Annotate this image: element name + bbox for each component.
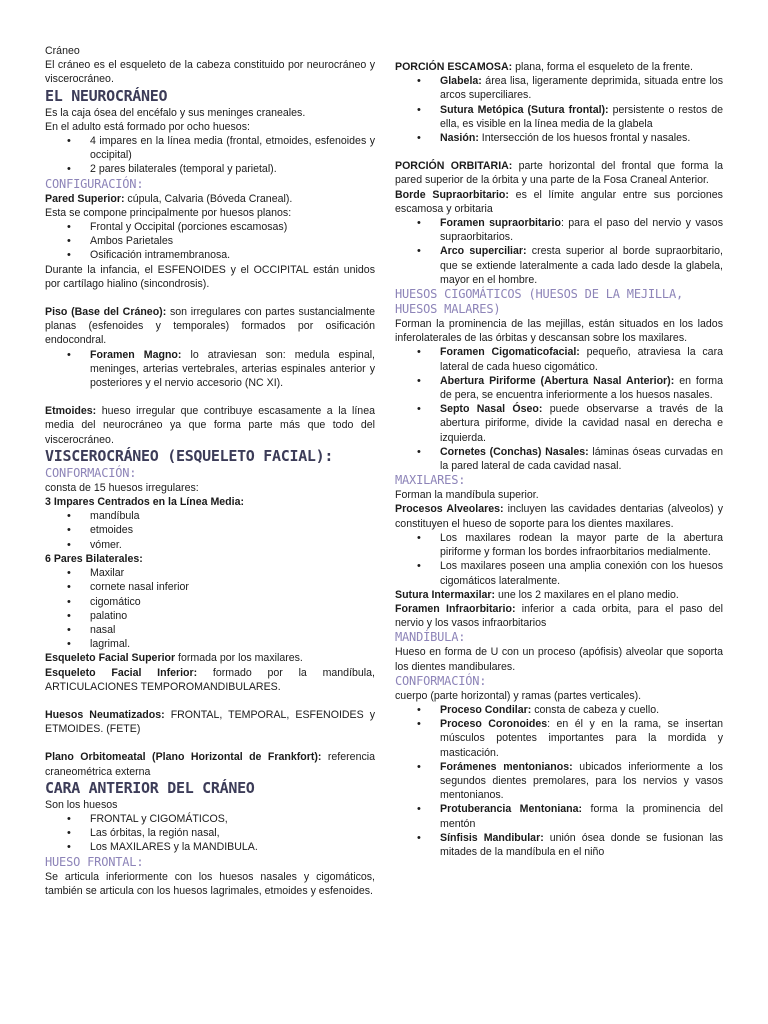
cigo-list bbox=[395, 345, 723, 473]
conf-list bbox=[395, 703, 723, 859]
list-item: • Glabela: área lisa, ligeramente deprimida, situada entre los arcos superciliares. bbox=[395, 74, 723, 102]
cigo-text: Forman la prominencia de las mejillas, están situados en los lados inferolaterales de las órbitas y descansan sobre los maxilares. bbox=[395, 318, 723, 345]
mand-text: Hueso en forma de U con un proceso (apófisis) alveolar que soporta los dientes mandibulares. bbox=[395, 646, 723, 673]
max-list bbox=[395, 531, 723, 588]
list-item: • cornete nasal inferior bbox=[45, 580, 375, 594]
list-item: • Ambos Parietales bbox=[45, 234, 375, 248]
list-item: • Maxilar bbox=[45, 566, 375, 580]
heading-conformacion-mandibula: CONFORMACIÓN: bbox=[395, 673, 487, 688]
heading-configuracion: CONFIGURACIÓN: bbox=[45, 176, 144, 191]
cara-list bbox=[45, 812, 375, 855]
list-item: • etmoides bbox=[45, 523, 375, 537]
list-item: • Las órbitas, la región nasal, bbox=[45, 826, 375, 840]
esqueleto-superior: Esqueleto Facial Superior formada por los maxilares. bbox=[45, 652, 303, 665]
list-item: • Proceso Coronoides: en él y en la rama, se insertan músculos potentes importantes para la mordida y masticación. bbox=[395, 717, 723, 760]
list-item: • Los maxilares poseen una amplia conexión con los huesos cigomáticos lateralmente. bbox=[395, 559, 723, 587]
intro-text: El cráneo es el esqueleto de la cabeza constituido por neurocráneo y viscerocráneo. bbox=[45, 59, 375, 86]
list-item: • FRONTAL y CIGOMÁTICOS, bbox=[45, 812, 375, 826]
heading-neurocraneo: EL NEUROCRÁNEO bbox=[45, 86, 168, 105]
borde-supraorbitario: Borde Supraorbitario: es el límite angular entre sus porciones escamosa y orbitaria bbox=[395, 188, 723, 215]
cara-p1: Son los huesos bbox=[45, 798, 118, 811]
config-list bbox=[45, 220, 375, 263]
porcion-escamosa: PORCIÓN ESCAMOSA: plana, forma el esqueleto de la frente. bbox=[395, 61, 693, 73]
neuro-list bbox=[45, 134, 375, 177]
list-item: • Foramen Cigomaticofacial: pequeño, atraviesa la cara lateral de cada hueso cigomático. bbox=[395, 345, 723, 373]
list-item: • Sínfisis Mandibular: unión ósea donde se fusionan las mitades de la mandíbula en el niño bbox=[395, 831, 723, 859]
pared-superior: Pared Superior: cúpula, Calvaria (Bóveda Craneal). bbox=[45, 192, 293, 205]
list-item: • Los maxilares rodean la mayor parte de la abertura piriforme y forman los bordes infraorbitarios medialmente. bbox=[395, 531, 723, 559]
list-item: • Osificación intramembranosa. bbox=[45, 248, 375, 262]
list-item: • 2 pares bilaterales (temporal y parietal). bbox=[45, 162, 375, 176]
piso-paragraph: Piso (Base del Cráneo): son irregulares con partes sustancialmente planas (esfenoides y temporales) formados por osificación endocondral. bbox=[45, 306, 375, 347]
list-item: • vómer. bbox=[45, 538, 375, 552]
neuro-p1: Es la caja ósea del encéfalo y sus meninges craneales. bbox=[45, 106, 306, 119]
intro-title: Cráneo bbox=[45, 45, 80, 57]
list-item: • Protuberancia Mentoniana: forma la prominencia del mentón bbox=[395, 802, 723, 830]
neuro-p2: En el adulto está formado por ocho huesos: bbox=[45, 120, 250, 133]
list-item: • Los MAXILARES y la MANDIBULA. bbox=[45, 840, 375, 854]
etmoides-paragraph: Etmoides: hueso irregular que contribuye escasamente a la línea media del neurocráneo ya que forma parte más que todo del viscerocráneo. bbox=[45, 405, 375, 446]
list-item: • lagrimal. bbox=[45, 637, 375, 651]
porcion-orbitaria: PORCIÓN ORBITARIA: parte horizontal del frontal que forma la pared superior de la órbita y una parte de la Fosa Craneal Anterior. bbox=[395, 160, 723, 187]
list-item: • Nasión: Intersección de los huesos frontal y nasales. bbox=[395, 131, 723, 145]
impares-label: 3 Impares Centrados en la Línea Media: bbox=[45, 496, 244, 509]
heading-cara-anterior: CARA ANTERIOR DEL CRÁNEO bbox=[45, 778, 255, 797]
impares-list bbox=[45, 509, 375, 552]
pares-list bbox=[45, 566, 375, 651]
esqueleto-inferior: Esqueleto Facial Inferior: formado por la mandíbula, ARTICULACIONES TEMPOROMANDIBULARES. bbox=[45, 666, 375, 693]
max-text: Forman la mandíbula superior. bbox=[395, 489, 539, 502]
plano-orbitomeatal: Plano Orbitomeatal (Plano Horizontal de Frankfort): referencia craneométrica externa bbox=[45, 751, 375, 778]
list-item: • Proceso Condilar: consta de cabeza y cuello. bbox=[395, 703, 723, 717]
heading-conformacion: CONFORMACIÓN: bbox=[45, 465, 137, 480]
list-item: • palatino bbox=[45, 609, 375, 623]
sutura-intermaxilar: Sutura Intermaxilar: une los 2 maxilares en el plano medio. bbox=[395, 588, 679, 601]
heading-mandibula: MANDÍBULA: bbox=[395, 630, 466, 645]
huesos-neumatizados: Huesos Neumatizados: FRONTAL, TEMPORAL, ESFENOIDES y ETMOIDES. (FETE) bbox=[45, 708, 375, 736]
heading-huesos-cigomaticos: HUESOS CIGOMÁTICOS (HUESOS DE LA MEJILLA, HUESOS MALARES) bbox=[395, 287, 684, 317]
list-item: • Foramen Magno: lo atraviesan son: medula espinal, meninges, arterias vertebrales, arterias espinales anterior y posteriores y el nervio accesorio (NC XI). bbox=[45, 348, 375, 391]
list-item: • Cornetes (Conchas) Nasales: láminas óseas curvadas en la pared lateral de cada cavidad nasal. bbox=[395, 445, 723, 473]
list-item: • Sutura Metópica (Sutura frontal): persistente o restos de ella, es visible en la línea media de la glabela bbox=[395, 103, 723, 131]
list-item: • nasal bbox=[45, 623, 375, 637]
visc-p1: consta de 15 huesos irregulares: bbox=[45, 481, 199, 494]
procesos-alveolares: Procesos Alveolares: incluyen las cavidades dentarias (alveolos) y constituyen el hueso de soporte para los dientes maxilares. bbox=[395, 503, 723, 530]
foramen-infraorbitario: Foramen Infraorbitario: inferior a cada orbita, para el paso del nervio y los vasos infraorbitarios bbox=[395, 602, 723, 630]
list-item: • Arco superciliar: cresta superior al borde supraorbitario, que se extiende lateralmente a cada lado desde la glabela, mayor en el hombre. bbox=[395, 244, 723, 287]
list-item: • Foramen supraorbitario: para el paso del nervio y vasos supraorbitarios. bbox=[395, 216, 723, 244]
list-item: • mandíbula bbox=[45, 509, 375, 523]
config-p2: Esta se compone principalmente por huesos planos: bbox=[45, 206, 292, 219]
pares-label: 6 Pares Bilaterales: bbox=[45, 552, 143, 565]
heading-maxilares: MAXILARES: bbox=[395, 473, 466, 488]
right-column bbox=[395, 60, 723, 859]
borde-list bbox=[395, 216, 723, 287]
list-item: • Frontal y Occipital (porciones escamosas) bbox=[45, 220, 375, 234]
escamosa-list bbox=[395, 74, 723, 145]
foramen-list bbox=[45, 348, 375, 391]
list-item: • 4 impares en la línea media (frontal, etmoides, esfenoides y occipital) bbox=[45, 134, 375, 162]
heading-hueso-frontal: HUESO FRONTAL: bbox=[45, 854, 144, 869]
list-item: • Abertura Piriforme (Abertura Nasal Anterior): en forma de pera, se encuentra inferiormente a los huesos nasales. bbox=[395, 374, 723, 402]
list-item: • Forámenes mentonianos: ubicados inferiormente a los segundos dientes premolares, para los nervios y vasos mentonianos. bbox=[395, 760, 723, 803]
list-item: • cigomático bbox=[45, 595, 375, 609]
conf-text: cuerpo (parte horizontal) y ramas (partes verticales). bbox=[395, 689, 642, 702]
heading-viscerocraneo: VISCEROCRÁNEO (ESQUELETO FACIAL): bbox=[45, 446, 334, 465]
left-column bbox=[45, 44, 375, 898]
list-item: • Septo Nasal Óseo: puede observarse a través de la abertura piriforme, divide la cavidad nasal en derecha e izquierda. bbox=[395, 402, 723, 445]
frontal-text: Se articula inferiormente con los huesos nasales y cigomáticos, también se articula con los huesos lagrimales, etmoides y esfenoides. bbox=[45, 870, 375, 897]
config-p3: Durante la infancia, el ESFENOIDES y el OCCIPITAL están unidos por cartílago hialino (sincondrosis). bbox=[45, 263, 375, 290]
